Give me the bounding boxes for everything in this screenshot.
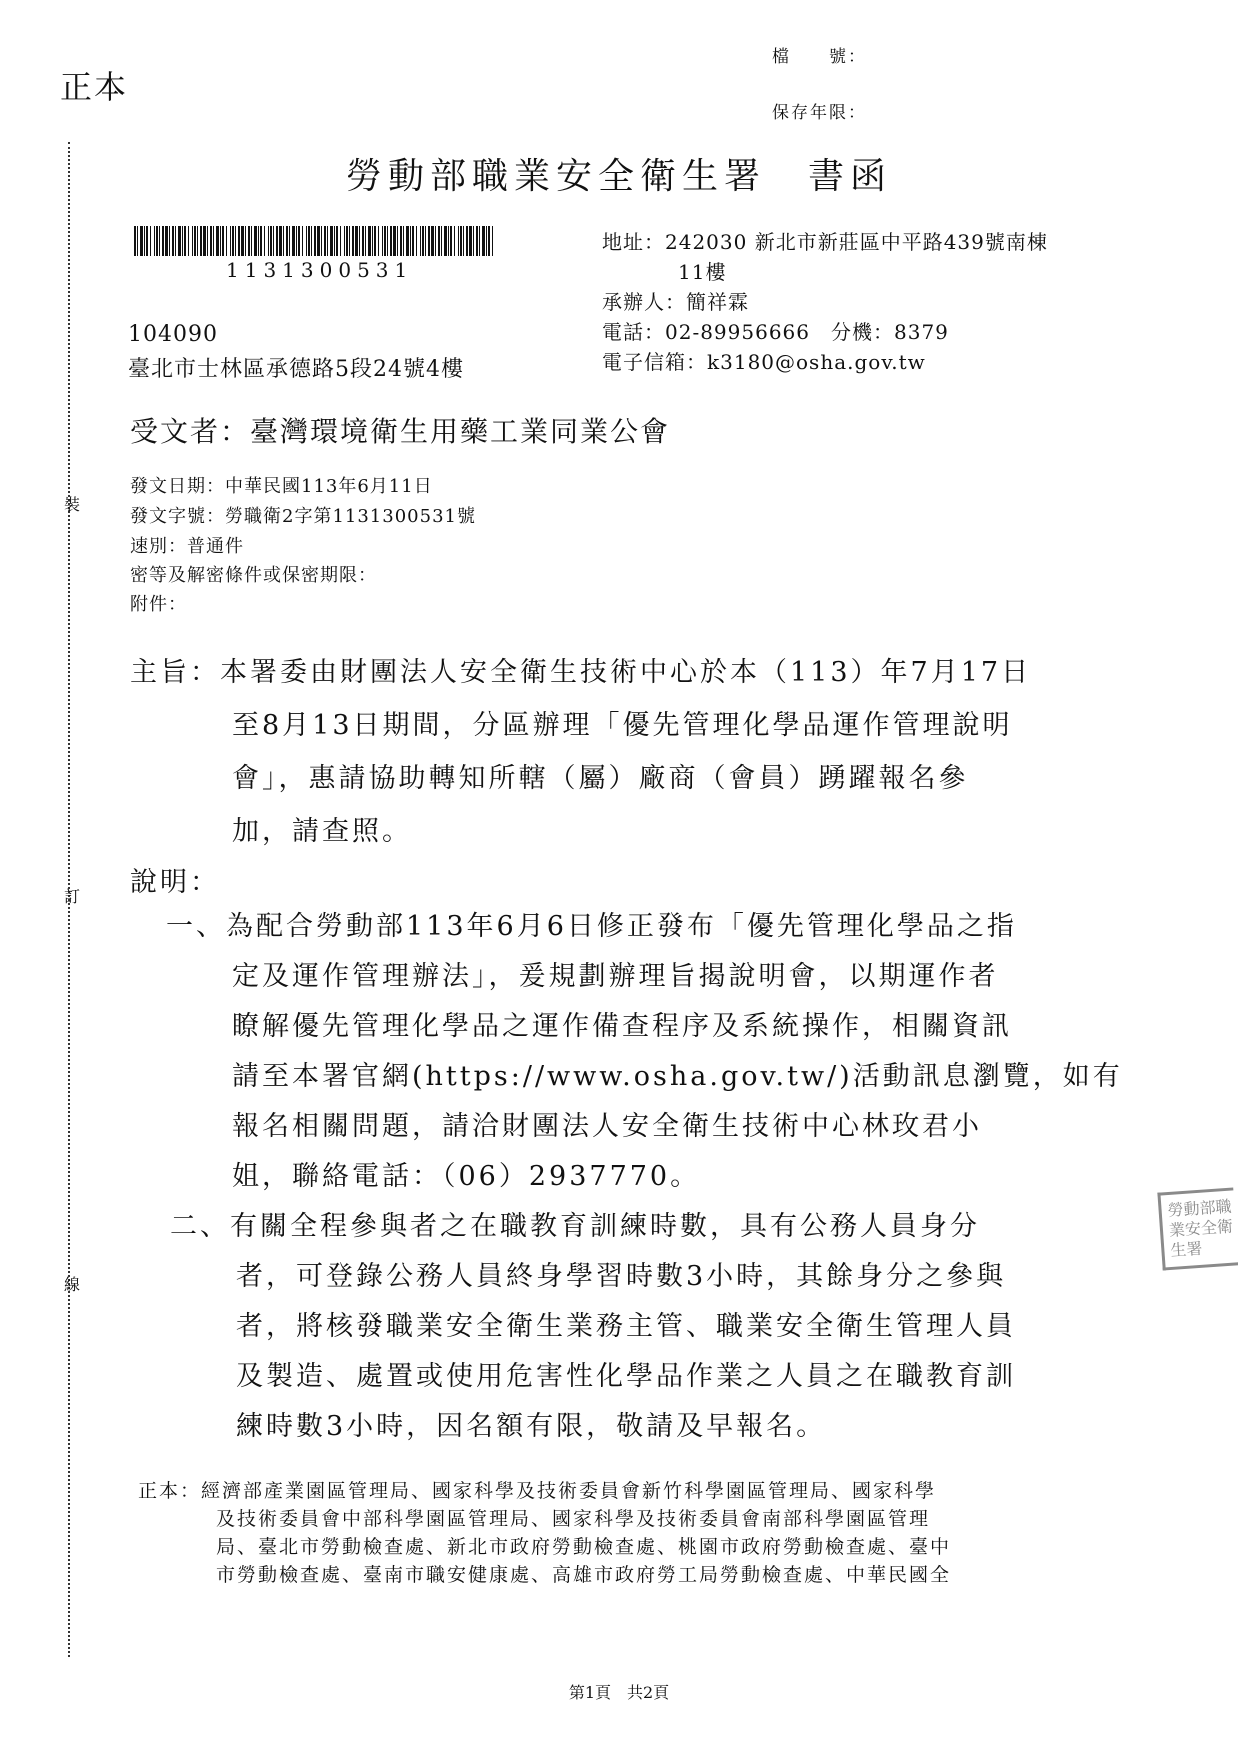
original-copy-mark: 正本 (60, 68, 129, 106)
file-number-label: 檔 號： (772, 47, 867, 67)
sender-email: 電子信箱：k3180@osha.gov.tw (602, 350, 926, 374)
secrecy-level: 密等及解密條件或保密期限： (130, 565, 377, 586)
binding-mark-ding: 訂 (64, 887, 81, 906)
explanation-item-1-line: 一、為配合勞動部113年6月6日修正發布「優先管理化學品之指 (166, 911, 1017, 942)
explanation-item-2-line: 練時數3小時，因名額有限，敬請及早報名。 (236, 1411, 827, 1442)
binding-mark-zhuang: 裝 (64, 495, 81, 514)
recipient-street-address: 臺北市士林區承德路5段24號4樓 (128, 357, 464, 382)
sender-address-floor: 11樓 (678, 260, 727, 284)
explanation-item-1-line: 定及運作管理辦法」，爰規劃辦理旨揭說明會，以期運作者 (232, 961, 999, 992)
cc-recipients-line: 市勞動檢查處、臺南市職安健康處、高雄市政府勞工局勞動檢查處、中華民國全 (216, 1564, 952, 1586)
delivery-speed: 速別：普通件 (130, 536, 244, 557)
explanation-item-1-line: 姐，聯絡電話：（06）2937770。 (232, 1161, 701, 1192)
cc-recipients-line: 局、臺北市勞動檢查處、新北市政府勞動檢查處、桃園市政府勞動檢查處、臺中 (216, 1536, 952, 1558)
recipient-line: 受文者：臺灣環境衛生用藥工業同業公會 (130, 415, 671, 448)
binding-mark-xian: 線 (64, 1275, 81, 1294)
subject-line: 會」，惠請協助轉知所轄（屬）廠商（會員）踴躍報名參 (232, 763, 969, 794)
explanation-heading: 說明： (130, 867, 220, 898)
issue-date: 發文日期：中華民國113年6月11日 (130, 476, 433, 497)
document-number: 發文字號：勞職衛2字第1131300531號 (130, 506, 476, 527)
cc-recipients-line: 及技術委員會中部科學園區管理局、國家科學及技術委員會南部科學園區管理 (216, 1508, 931, 1530)
barcode-number: 1131300531 (226, 258, 414, 282)
subject-line: 主旨：本署委由財團法人安全衛生技術中心於本（113）年7月17日 (130, 657, 1032, 688)
recipient-postal-code: 104090 (128, 322, 218, 347)
explanation-item-2-line: 二、有關全程參與者之在職教育訓練時數，具有公務人員身分 (170, 1211, 980, 1242)
explanation-item-2-line: 及製造、處置或使用危害性化學品作業之人員之在職教育訓 (236, 1361, 1016, 1392)
official-seal-stamp: 勞動部職業安全衛生署 (1157, 1187, 1238, 1270)
sender-address: 地址：242030 新北市新莊區中平路439號南棟 (602, 230, 1048, 254)
sender-handler: 承辦人：簡祥霖 (602, 290, 749, 314)
explanation-item-2-line: 者，將核發職業安全衛生業務主管、職業安全衛生管理人員 (236, 1311, 1016, 1342)
barcode-image (134, 226, 499, 256)
attachment: 附件： (130, 594, 187, 615)
subject-line: 至8月13日期間，分區辦理「優先管理化學品運作管理說明 (232, 710, 1013, 741)
explanation-item-1-line: 報名相關問題，請洽財團法人安全衛生技術中心林玫君小 (232, 1111, 982, 1142)
explanation-item-2-line: 者，可登錄公務人員終身學習時數3小時，其餘身分之參與 (236, 1261, 1007, 1292)
cc-recipients-line: 正本：經濟部產業園區管理局、國家科學及技術委員會新竹科學園區管理局、國家科學 (138, 1480, 937, 1502)
explanation-item-1-line: 瞭解優先管理化學品之運作備查程序及系統操作，相關資訊 (232, 1011, 1012, 1042)
page-number-footer: 第1頁 共2頁 (568, 1683, 670, 1702)
document-title: 勞動部職業安全衛生署 書函 (345, 156, 892, 197)
retention-period-label: 保存年限： (772, 103, 867, 123)
subject-line: 加，請查照。 (232, 816, 412, 847)
sender-phone: 電話：02-89956666 分機：8379 (602, 320, 949, 344)
explanation-item-1-line: 請至本署官網(https://www.osha.gov.tw/)活動訊息瀏覽，如有 (232, 1061, 1123, 1092)
